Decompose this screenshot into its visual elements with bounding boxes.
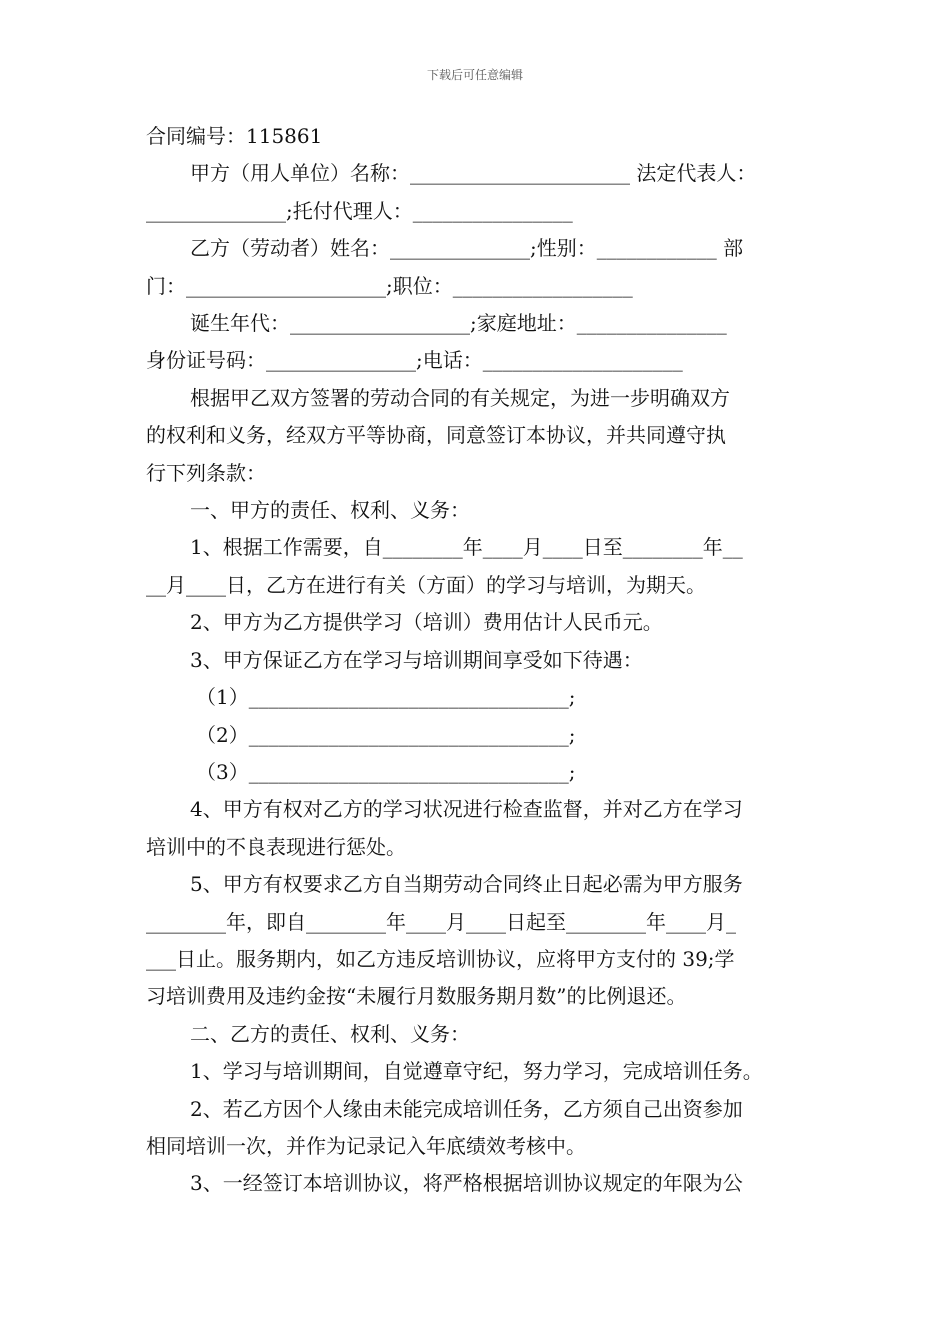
text-line: 二、乙方的责任、权利、义务： (190, 1021, 470, 1046)
text-line: 的权利和义务，经双方平等协商，同意签订本协议，并共同遵守执 (146, 423, 726, 448)
text-line: 相同培训一次，并作为记录记入年底绩效考核中。 (146, 1133, 586, 1158)
page-header-note: 下载后可任意编辑 (426, 68, 523, 82)
text-line: 1、学习与培训期间，自觉遵章守纪，努力学习，完成培训任务。 (190, 1059, 763, 1084)
text-line: 1、根据工作需要，自________年____月____日至________年__ (190, 535, 743, 560)
text-line: __月____日，乙方在进行有关（方面）的学习与培训，为期天。 (146, 572, 706, 597)
text-line: 合同编号：115861 (146, 124, 323, 148)
text-line: 2、若乙方因个人缘由未能完成培训任务，乙方须自己出资参加 (190, 1096, 743, 1121)
text-line: 甲方（用人单位）名称：______________________ 法定代表人： (190, 161, 757, 186)
text-line: （3）________________________________; (196, 759, 576, 784)
text-line: 习培训费用及违约金按“未履行月数服务期月数”的比例退还。 (146, 984, 687, 1009)
text-line: （2）________________________________; (196, 722, 576, 747)
text-line: 乙方（劳动者）姓名：______________;性别：____________ 部 (190, 236, 744, 261)
text-line: 3、一经签订本培训协议，将严格根据培训协议规定的年限为公 (190, 1171, 743, 1196)
text-line: 根据甲乙双方签署的劳动合同的有关规定，为进一步明确双方 (190, 385, 730, 410)
text-line: ______________;托付代理人：________________ (146, 198, 573, 223)
text-line: 2、甲方为乙方提供学习（培训）费用估计人民币元。 (190, 610, 663, 635)
contract-body (146, 118, 810, 1203)
text-line: 3、甲方保证乙方在学习与培训期间享受如下待遇： (190, 647, 643, 672)
text-line: 5、甲方有权要求乙方自当期劳动合同终止日起必需为甲方服务 (190, 872, 743, 897)
text-line: 门：____________________;职位：__________________ (146, 273, 633, 298)
text-line: 4、甲方有权对乙方的学习状况进行检查监督，并对乙方在学习 (190, 797, 743, 822)
text-line: 诞生年代：__________________;家庭地址：_______________ (190, 311, 727, 336)
text-line: （1）________________________________; (196, 685, 576, 710)
text-line: ________年，即自________年____月____日起至________年____月_ (146, 909, 736, 934)
text-line: 培训中的不良表现进行惩处。 (146, 834, 406, 859)
text-line: 身份证号码：_______________;电话：____________________ (146, 348, 683, 373)
text-line: 一、甲方的责任、权利、义务： (190, 498, 470, 523)
text-line: ___日止。服务期内，如乙方违反培训协议，应将甲方支付的 39;学 (146, 946, 735, 971)
text-line: 行下列条款： (146, 460, 266, 485)
